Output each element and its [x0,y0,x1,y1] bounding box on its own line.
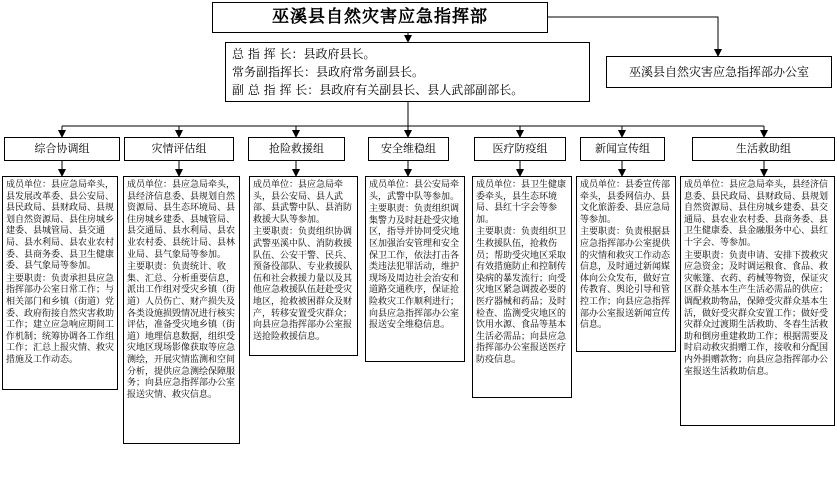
leadership-box [225,42,590,102]
group-body-assessment [123,176,240,444]
group-duties: 主要职责：负责根据县应急指挥部办公室提供的灾情和救灾工作动态信息，及时通过新闻媒体向公众发布，做好宣传教育、舆论引导和管控工作；向县应急指挥部办公室报送新闻宣传信息。 [580,227,671,331]
group-body-security [365,176,465,362]
group-members: 成员单位：县应急局牵头，县经济信息委、县民政局、县财政局、县规划自然资源局、县住房城乡建委、县交通局、县农业农村委、县商务委、县卫生健康委、县金融服务中心、县红十字会、等参加。 [684,180,829,248]
group-members: 成员单位：县应急局牵头，县发展改革委、县公安局、县民政局、县财政局、县规划自然资源局、县住房城乡建委、县城管局、县交通局、县水利局、县农业农村委、县商务委、县卫生健康委、县气象局等参加。 [6,180,115,272]
executive-deputy-line: 常务副指挥长：县政府常务副县长。 [232,65,425,79]
group-header-security: 安全维稳组 [368,137,449,161]
group-header-medical: 医疗防疫组 [474,137,566,161]
group-duties: 主要职责：负责组织卫生救援队伍，抢救伤员；帮助受灾地区采取有效措施防止和控制传染病的暴发流行；向受灾地区紧急调拨必要的医疗器械和药品；及时检查、监测受灾地区的饮用水源、食品等基本生活必需品；向县应急指挥部办公室报送医疗防疫信息。 [476,227,567,365]
group-duties: 主要职责：负责承担县应急指挥部办公室日常工作；与相关部门和乡镇（街道）党委、政府衔接自然灾害救助工作；建立应急响应期间工作机制；统筹协调各工作组工作；汇总上报灾情、救灾措施及工作动态。 [6,273,115,365]
group-members: 成员单位：县公安局牵头，武警中队等参加。 [369,180,460,202]
group-members: 成员单位：县卫生健康委牵头，县生态环境局、县红十字会等参加。 [476,180,567,225]
group-header-relief: 生活救助组 [692,137,835,161]
deputy-commander-line: 副 总 指 挥 长：县政府有关副县长、县人武部副部长。 [232,83,524,97]
commander-line: 总 指 挥 长：县政府县长。 [232,47,376,61]
command-office-box: 巫溪县自然灾害应急指挥部办公室 [606,56,832,88]
group-members: 成员单位：县委宣传部牵头，县委网信办、县文化旅游委、县应急局等参加。 [580,180,671,225]
group-header-assessment: 灾情评估组 [124,137,234,161]
group-members: 成员单位：县应急局牵头，县经济信息委、县规划自然资源局、县生态环境局、县住房城乡建委、县城管局、县交通局、县水利局、县农业农村委、县统计局、县林业局、县气象局等参加。 [127,180,236,260]
group-duties: 主要职责：负责组织调集警力及时赶赴受灾地区，指导并协同受灾地区加强治安管理和安全保卫工作，依法打击各类违法犯罪活动，维护现场及周边社会治安和道路交通秩序，保证抢险救灾工作顺利进行；向县应急指挥部办公室报送安全维稳信息。 [369,204,460,331]
group-header-publicity: 新闻宣传组 [580,137,665,161]
group-body-coordination [2,176,118,390]
group-body-relief [680,176,835,426]
group-duties: 主要职责：负责组织协调武警巫溪中队、消防救援队伍、公安干警、民兵、预备役部队、专业救援队伍和社会救援力量以及其他应急救援队伍赶赴受灾地区，抢救被困群众及财产，转移安置受灾群众；向县应急指挥部办公室报送抢险救援信息。 [253,227,353,342]
headquarters-title: 巫溪县自然灾害应急指挥部 [212,2,548,33]
group-body-publicity [576,176,676,352]
group-body-rescue [249,176,358,356]
group-duties: 主要职责：负责申请、安排下拨救灾应急资金；及时调运粮食、食品、救灾帐篷、衣药、药械等物资，保证灾区群众基本生产生活必需品的供应；调配救助物品，保障受灾群众基本生活，做好受灾群众安置工作；做好受灾群众过渡期生活救助、冬春生活救助和倒房重建救助工作；根据需要及时启动救灾捐赠工作，接收和分配国内外捐赠款物；向县应急指挥部办公室报送生活救助信息。 [684,250,829,377]
group-header-rescue: 抢险救援组 [248,137,345,161]
group-body-medical [472,176,572,398]
group-members: 成员单位：县应急局牵头，县公安局、县人武部、县武警中队、县消防救援大队等参加。 [253,180,353,225]
group-duties: 主要职责：负责统计、收集、汇总、分析重要信息，派出工作组对受灾乡镇（街道）人员伤亡、财产损失及各类设施损毁情况进行核实评估，准备受灾地乡镇（街道）地理信息数据，组织受灾地区现场影像获取等应急测绘，开展灾情监测和空间分析，提供应急测绘保障服务；向县应急指挥部办公室报送灾情、救灾信息。 [127,262,236,400]
group-header-coordination: 综合协调组 [4,137,120,161]
